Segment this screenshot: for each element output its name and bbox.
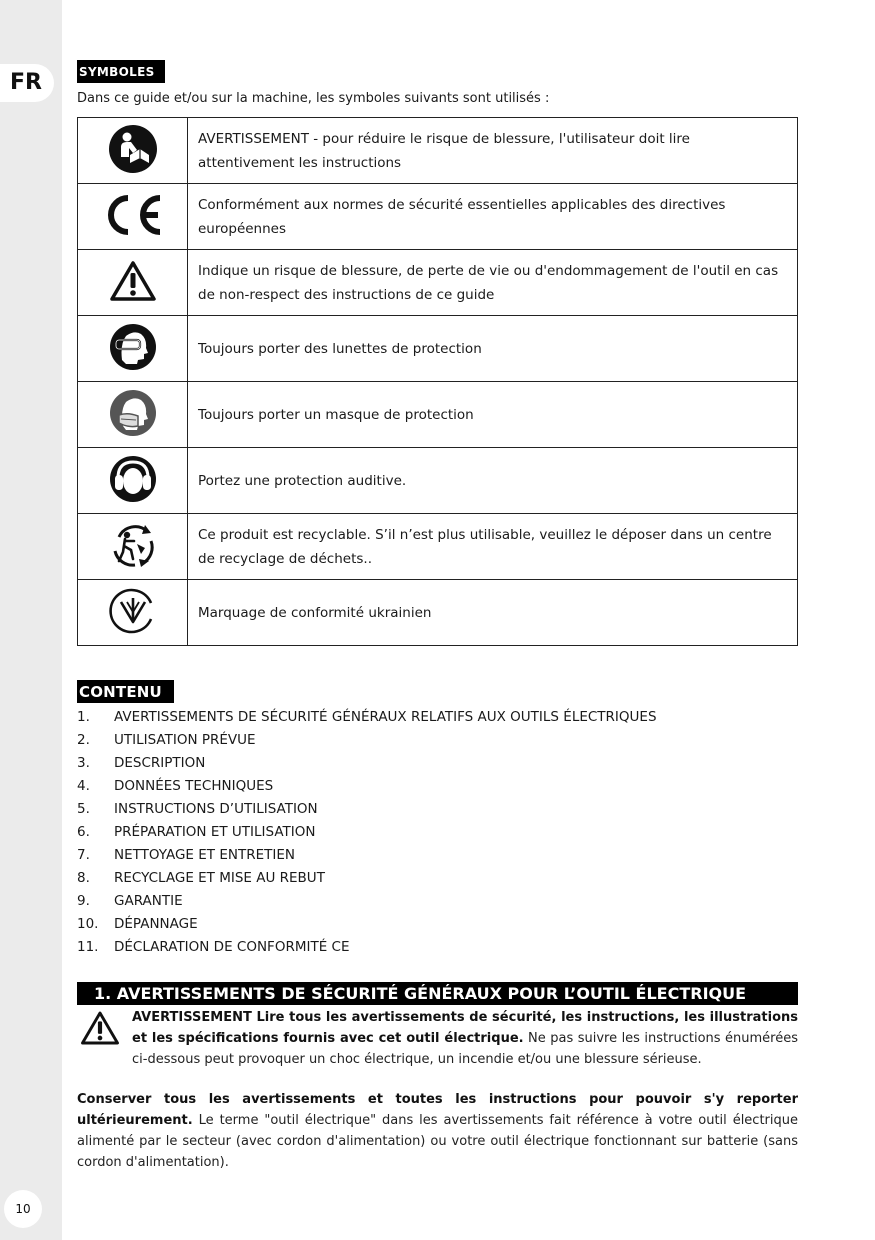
ukrainian-conformity-icon [107,585,159,637]
warning-text [132,1007,798,1070]
toc-number: 9. [77,893,90,909]
paragraph-bold-text: Conserver tous les avertissements et toutes les instructions pour pouvoir s'y reporter ultérieurement. [77,1092,798,1128]
ear-protection-icon [108,454,158,504]
page-number: 10 [4,1190,42,1228]
symbol-text: Ce produit est recyclable. S’il n’est plus utilisable, veuillez le déposer dans un centre de recyclage de déchets.. [188,514,798,580]
toc-item [77,890,657,913]
symbol-text: Indique un risque de blessure, de perte de vie ou d'endommagement de l'outil en cas de non-respect des instructions de ce guide [188,250,798,316]
table-of-contents [77,706,657,959]
toc-label: RECYCLAGE ET MISE AU REBUT [114,870,325,886]
toc-item [77,752,657,775]
toc-label: INSTRUCTIONS D’UTILISATION [114,801,318,817]
symbol-icon-cell [78,118,188,184]
toc-label: DÉPANNAGE [114,916,198,932]
symbols-table [77,117,798,646]
toc-number: 4. [77,778,90,794]
toc-number: 8. [77,870,90,886]
toc-number: 7. [77,847,90,863]
symbol-text: Toujours porter des lunettes de protection [188,316,798,382]
symbol-text: Portez une protection auditive. [188,448,798,514]
toc-label: PRÉPARATION ET UTILISATION [114,824,316,840]
toc-number: 6. [77,824,90,840]
toc-item [77,867,657,890]
toc-label: AVERTISSEMENTS DE SÉCURITÉ GÉNÉRAUX RELATIFS AUX OUTILS ÉLECTRIQUES [114,709,657,725]
toc-item [77,798,657,821]
toc-item [77,936,657,959]
symbols-heading: SYMBOLES [77,60,165,83]
ce-mark-icon [100,192,166,238]
toc-number: 1. [77,709,90,725]
symbol-icon-cell [78,448,188,514]
read-manual-icon [107,123,159,175]
symbols-intro: Dans ce guide et/ou sur la machine, les symboles suivants sont utilisés : [77,91,550,106]
symbol-icon-cell [78,250,188,316]
warning-triangle-icon [80,1009,120,1047]
language-tab: FR [0,64,54,102]
warning-bold-text: AVERTISSEMENT Lire tous les avertissements de sécurité, les instructions, les illustrations et les spécifications fournis avec cet outil électrique. [132,1010,798,1046]
keep-instructions-paragraph [77,1089,798,1173]
toc-label: DONNÉES TECHNIQUES [114,778,274,794]
safety-warning [77,1007,798,1070]
toc-item [77,706,657,729]
toc-label: DESCRIPTION [114,755,206,771]
symbol-row [78,580,798,646]
symbol-row [78,316,798,382]
toc-item [77,821,657,844]
symbol-icon-cell [78,514,188,580]
toc-item [77,775,657,798]
toc-number: 5. [77,801,90,817]
symbol-row [78,250,798,316]
toc-label: NETTOYAGE ET ENTRETIEN [114,847,295,863]
symbol-icon-cell [78,580,188,646]
contents-heading: CONTENU [77,680,174,703]
section-heading: 1. AVERTISSEMENTS DE SÉCURITÉ GÉNÉRAUX POUR L’OUTIL ÉLECTRIQUE [77,982,798,1005]
dust-mask-icon [108,388,158,438]
symbol-icon-cell [78,316,188,382]
toc-label: UTILISATION PRÉVUE [114,732,256,748]
symbol-text: Marquage de conformité ukrainien [188,580,798,646]
symbol-row [78,118,798,184]
safety-goggles-icon [108,322,158,372]
toc-item [77,844,657,867]
toc-number: 11. [77,939,99,955]
toc-label: GARANTIE [114,893,183,909]
warning-triangle-icon [109,259,157,303]
symbol-text: Conformément aux normes de sécurité essentielles applicables des directives européennes [188,184,798,250]
symbol-row [78,448,798,514]
warning-body-text: Ne pas suivre les instructions énumérées ci-dessous peut provoquer un choc électrique, un incendie et/ou une blessure sérieuse. [132,1031,798,1067]
symbol-row [78,184,798,250]
symbol-icon-cell [78,184,188,250]
toc-item [77,913,657,936]
symbol-row [78,514,798,580]
symbol-icon-cell [78,382,188,448]
paragraph-body-text: Le terme "outil électrique" dans les avertissements fait référence à votre outil électrique alimenté par le secteur (avec cordon d'alimentation) ou votre outil électrique fonctionnant sur batterie (sans cordon d'alimentation). [77,1113,798,1170]
toc-number: 3. [77,755,90,771]
toc-item [77,729,657,752]
symbol-row [78,382,798,448]
page-sidebar [0,0,62,1240]
toc-number: 10. [77,916,99,932]
symbol-text: Toujours porter un masque de protection [188,382,798,448]
symbol-text: AVERTISSEMENT - pour réduire le risque de blessure, l'utilisateur doit lire attentivement les instructions [188,118,798,184]
recycling-icon [107,519,159,571]
toc-label: DÉCLARATION DE CONFORMITÉ CE [114,939,350,955]
toc-number: 2. [77,732,90,748]
